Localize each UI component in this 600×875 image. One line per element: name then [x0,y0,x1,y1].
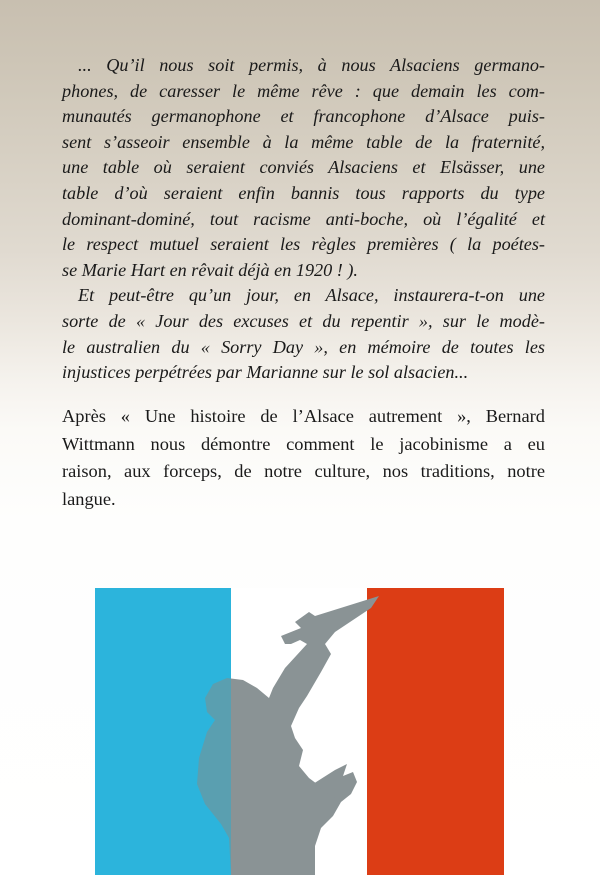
quote-line: ... Qu’il nous soit permis, à nous Alsaciens germano- [78,55,545,75]
quote-paragraph-2 [62,283,545,385]
quote-line: le australien du « Sorry Day », en mémoire de toutes les [62,336,545,357]
description-line: langue. [62,488,116,509]
quote-line: sent s’asseoir ensemble à la même table de la fraternité, [62,131,545,152]
quote-line: se Marie Hart en rêvait déjà en 1920 ! ). [62,259,358,280]
quote-line: phones, de caresser le même rêve : que demain les com- [62,80,545,101]
description-line: Wittmann nous démontre comment le jacobinisme a eu [62,433,545,454]
description-line: raison, aux forceps, de notre culture, nos traditions, notre [62,461,545,481]
quote-line: Et peut-être qu’un jour, en Alsace, instaurera-t-on une [78,285,545,306]
description-line: Après « Une histoire de l’Alsace autrement », Bernard [62,406,545,426]
quote-line: injustices perpétrées par Marianne sur le sol alsacien... [62,362,469,383]
quote-line: munautés germanophone et francophone d’Alsace puis- [62,106,545,127]
dagger-figure-silhouette-icon [95,588,504,875]
quote-line: table d’où seraient enfin bannis tous rapports du type [62,182,545,203]
quote-line: le respect mutuel seraient les règles premières ( la poétes- [62,234,545,255]
book-description [62,403,545,513]
quote-paragraph-1 [62,53,545,283]
quote-line: une table où seraient conviés Alsaciens et Elsässer, une [62,157,545,178]
tricolor-flag-illustration [95,588,504,875]
back-cover-quote [62,53,545,386]
quote-line: sorte de « Jour des excuses et du repentir », sur le modè- [62,310,545,331]
quote-line: dominant-dominé, tout racisme anti-boche, où l’égalité et [62,208,545,229]
